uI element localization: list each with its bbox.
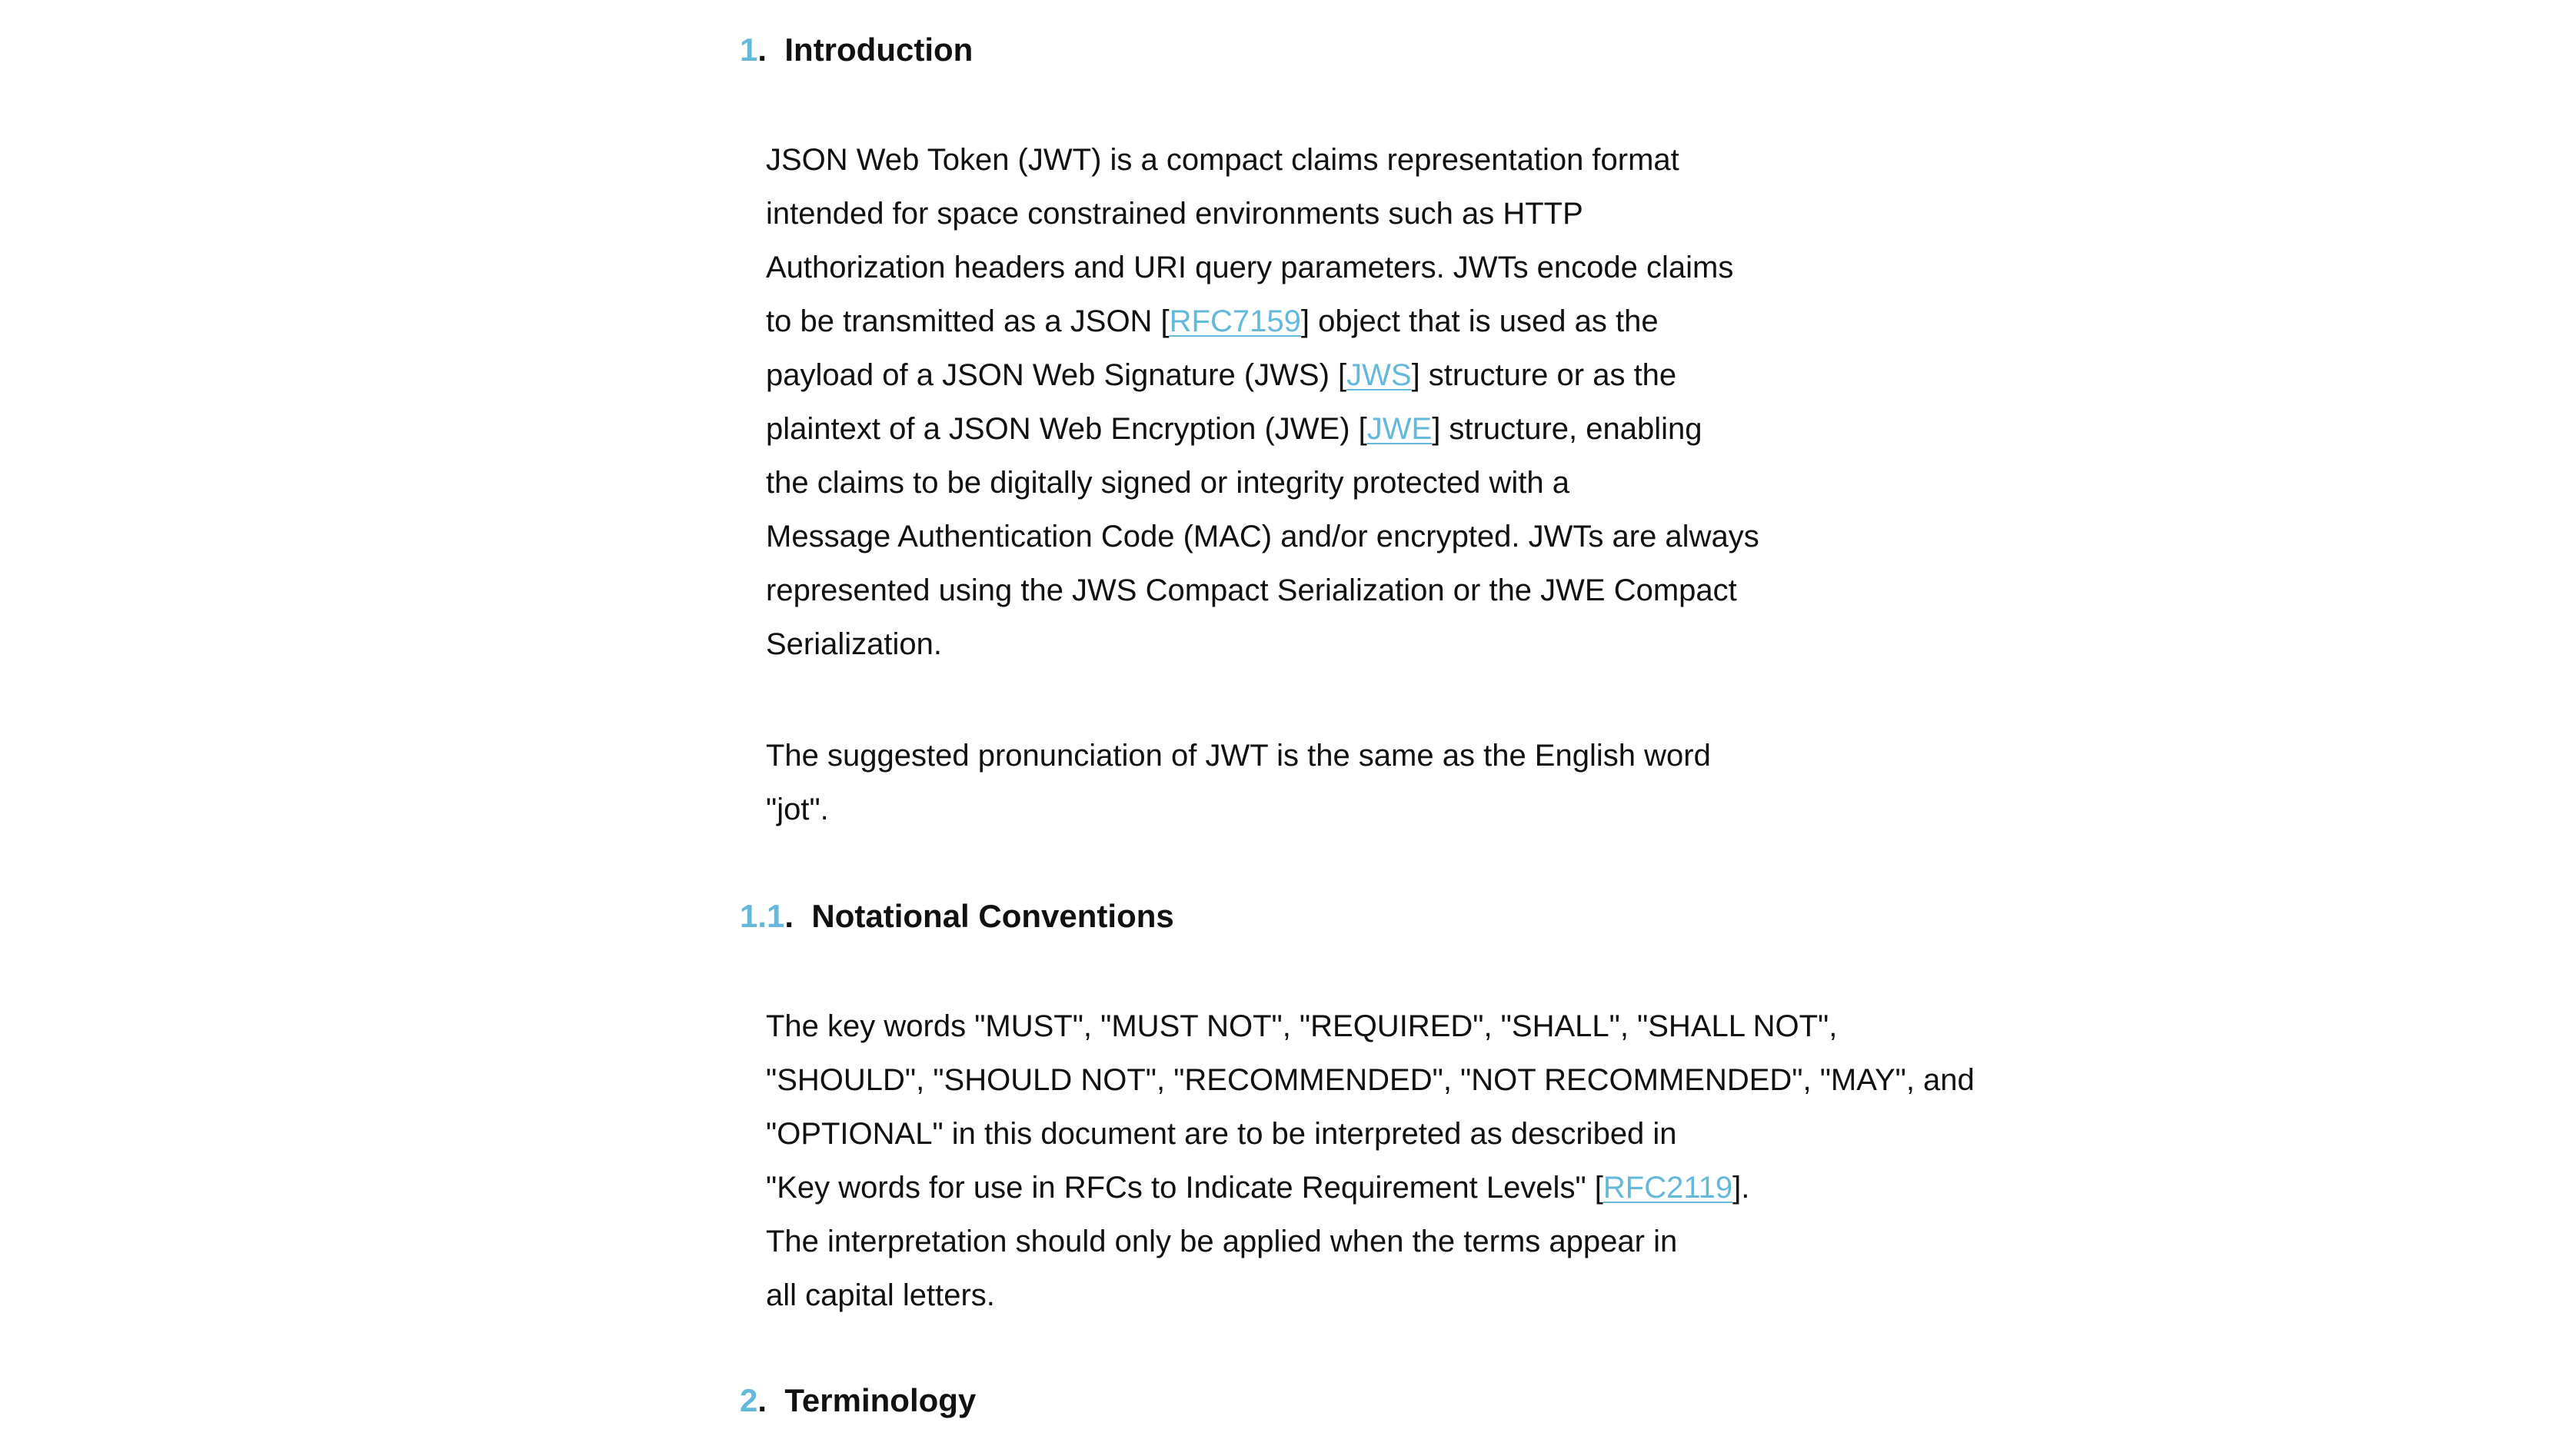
text-line: all capital letters. [766, 1278, 995, 1312]
reference-link-jwe[interactable]: JWE [1366, 412, 1433, 446]
section-number[interactable]: 1 [740, 32, 758, 68]
text-line: intended for space constrained environments such as HTTP [766, 197, 1583, 231]
introduction-paragraph [766, 133, 1759, 671]
section-heading-notational-conventions [740, 900, 1174, 932]
text-line: The key words "MUST", "MUST NOT", "REQUIRED", "SHALL", "SHALL NOT", [766, 1009, 1838, 1043]
keywords-paragraph [766, 999, 1975, 1322]
text-segment: payload of a JSON Web Signature (JWS) [ [766, 358, 1347, 392]
section-number[interactable]: 1.1 [740, 898, 785, 934]
heading-separator: . [784, 898, 812, 934]
section-heading-terminology [740, 1384, 976, 1417]
text-line: "OPTIONAL" in this document are to be interpreted as described in [766, 1117, 1677, 1151]
text-segment: plaintext of a JSON Web Encryption (JWE) [ [766, 412, 1367, 446]
reference-link-jws[interactable]: JWS [1346, 358, 1412, 392]
heading-separator: . [757, 32, 785, 68]
text-line [766, 294, 1759, 348]
text-segment: ] structure or as the [1411, 358, 1677, 392]
text-segment: ] structure, enabling [1432, 412, 1702, 446]
text-segment: to be transmitted as a JSON [ [766, 304, 1170, 338]
section-title: Notational Conventions [811, 898, 1174, 934]
text-line: Authorization headers and URI query parameters. JWTs encode claims [766, 251, 1734, 284]
section-title: Introduction [784, 32, 973, 68]
text-segment: ] object that is used as the [1300, 304, 1659, 338]
text-line: "SHOULD", "SHOULD NOT", "RECOMMENDED", "NOT RECOMMENDED", "MAY", and [766, 1063, 1975, 1097]
text-line [766, 1161, 1975, 1215]
text-line: the claims to be digitally signed or integrity protected with a [766, 466, 1569, 500]
text-line: Message Authentication Code (MAC) and/or encrypted. JWTs are always [766, 520, 1759, 553]
text-line: "jot". [766, 793, 829, 826]
text-line: represented using the JWS Compact Serialization or the JWE Compact [766, 573, 1737, 607]
reference-link-rfc2119[interactable]: RFC2119 [1603, 1171, 1733, 1205]
pronunciation-paragraph [766, 729, 1711, 836]
heading-separator: . [757, 1382, 785, 1418]
section-heading-introduction [740, 34, 973, 66]
text-line [766, 402, 1759, 456]
section-title: Terminology [784, 1382, 977, 1418]
text-line: The interpretation should only be applied when the terms appear in [766, 1225, 1678, 1258]
text-segment: ]. [1732, 1171, 1750, 1205]
text-line: JSON Web Token (JWT) is a compact claims representation format [766, 143, 1679, 177]
text-segment: "Key words for use in RFCs to Indicate Requirement Levels" [ [766, 1171, 1603, 1205]
section-number[interactable]: 2 [740, 1382, 758, 1418]
text-line [766, 348, 1759, 402]
text-line: Serialization. [766, 627, 943, 661]
text-line: The suggested pronunciation of JWT is the same as the English word [766, 739, 1711, 773]
reference-link-rfc7159[interactable]: RFC7159 [1169, 304, 1301, 338]
